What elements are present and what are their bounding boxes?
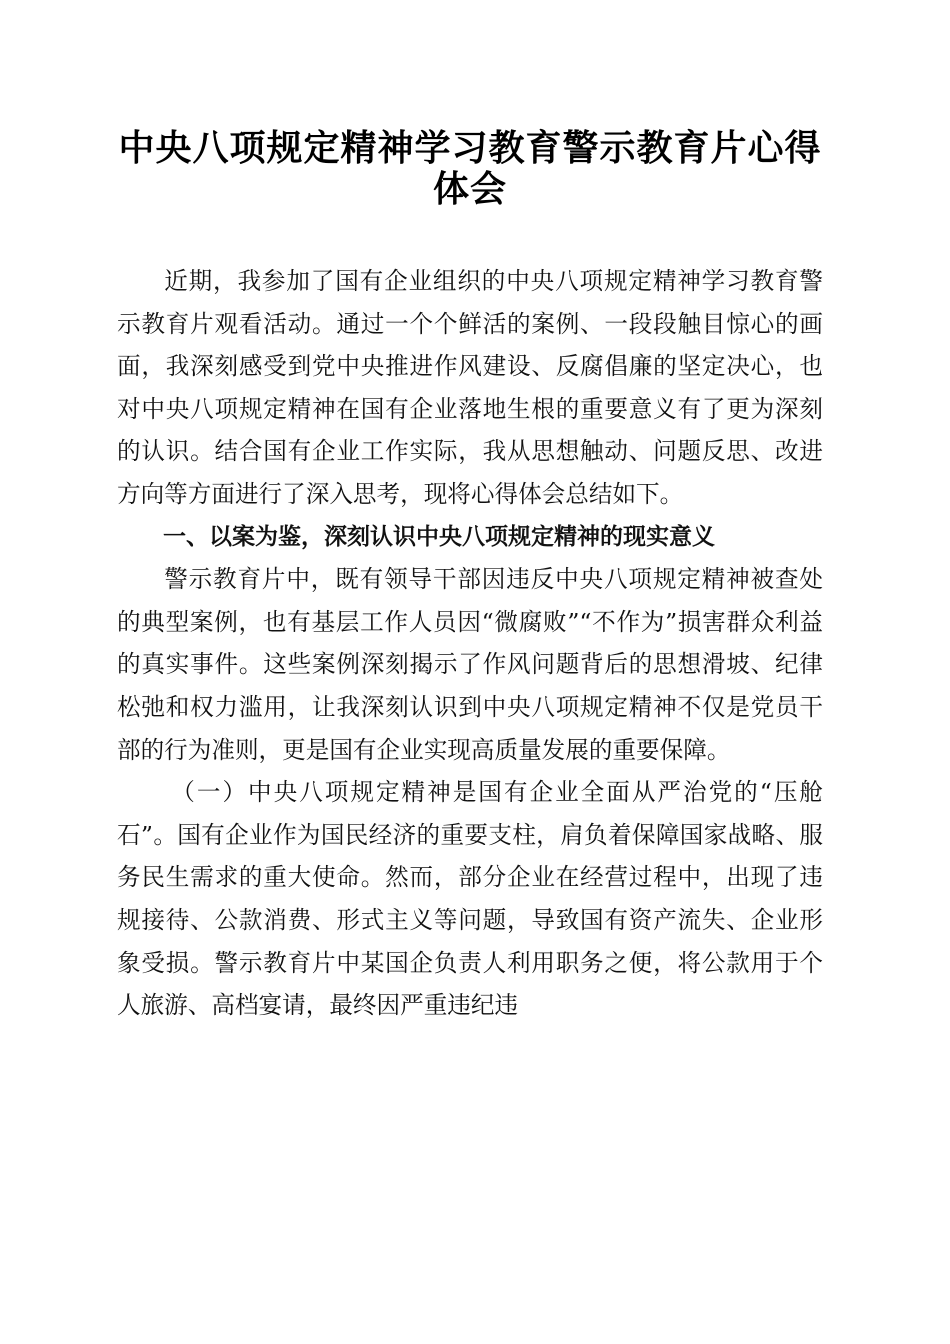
- document-title: 中央八项规定精神学习教育警示教育片心得体会: [118, 127, 822, 210]
- subsection-1-paragraph: （一）中央八项规定精神是国有企业全面从严治党的“压舱石”。国有企业作为国民经济的重要支柱，肩负着保障国家战略、服务民生需求的重大使命。然而，部分企业在经营过程中，出现了违规接待、公款消费、形式主义等问题，导致国有资产流失、企业形象受损。警示教育片中某国企负责人利用职务之便，将公款用于个人旅游、高档宴请，最终因严重违纪违: [117, 778, 823, 1020]
- intro-paragraph: 近期，我参加了国有企业组织的中央八项规定精神学习教育警示教育片观看活动。通过一个个鲜活的案例、一段段触目惊心的画面，我深刻感受到党中央推进作风建设、反腐倡廉的坚定决心，也对中央八项规定精神在国有企业落地生根的重要意义有了更为深刻的认识。结合国有企业工作实际，我从思想触动、问题反思、改进方向等方面进行了深入思考，现将心得体会总结如下。: [117, 267, 823, 508]
- section-1-paragraph: 警示教育片中，既有领导干部因违反中央八项规定精神被查处的典型案例，也有基层工作人员因“微腐败”“不作为”损害群众利益的真实事件。这些案例深刻揭示了作风问题背后的思想滑坡、纪律松弛和权力滥用，让我深刻认识到中央八项规定精神不仅是党员干部的行为准则，更是国有企业实现高质量发展的重要保障。: [117, 565, 823, 764]
- section-heading-1: 一、以案为鉴，深刻认识中央八项规定精神的现实意义: [163, 523, 715, 550]
- document-content: [117, 128, 823, 1027]
